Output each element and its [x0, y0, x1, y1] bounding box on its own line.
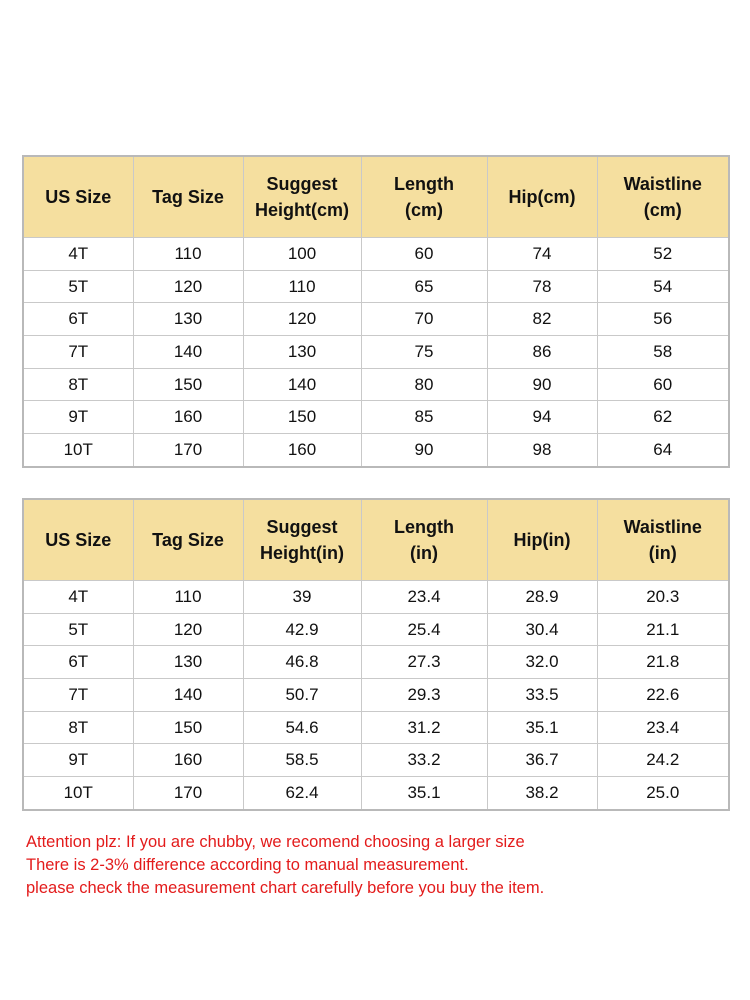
cell-tag-size: 170 — [133, 434, 243, 467]
header-tag-size: Tag Size — [133, 499, 243, 581]
note-line-check-chart: please check the measurement chart carefully before you buy the item. — [26, 879, 545, 897]
cell-us-size: 8T — [23, 368, 133, 401]
note-line-difference: There is 2-3% difference according to manual measurement. — [26, 856, 469, 874]
header-hip: Hip(in) — [487, 499, 597, 581]
cell-tag-size: 160 — [133, 401, 243, 434]
cell-tag-size: 130 — [133, 303, 243, 336]
size-chart-table-in — [22, 498, 730, 811]
cell-us-size: 5T — [23, 270, 133, 303]
header-waistline: Waistline (cm) — [597, 156, 729, 238]
cell-waistline: 24.2 — [597, 744, 729, 777]
cell-height: 50.7 — [243, 679, 361, 712]
cell-tag-size: 140 — [133, 679, 243, 712]
cell-waistline: 21.8 — [597, 646, 729, 679]
cell-length: 33.2 — [361, 744, 487, 777]
cell-us-size: 6T — [23, 303, 133, 336]
cell-waistline: 23.4 — [597, 711, 729, 744]
cell-waistline: 64 — [597, 434, 729, 467]
header-tag-size: Tag Size — [133, 156, 243, 238]
header-waistline: Waistline (in) — [597, 499, 729, 581]
cell-tag-size: 150 — [133, 368, 243, 401]
cell-height: 140 — [243, 368, 361, 401]
cell-length: 65 — [361, 270, 487, 303]
cell-hip: 36.7 — [487, 744, 597, 777]
table-row — [23, 368, 729, 401]
cell-tag-size: 140 — [133, 336, 243, 369]
cell-waistline: 25.0 — [597, 777, 729, 810]
table-row — [23, 711, 729, 744]
cell-height: 58.5 — [243, 744, 361, 777]
table-row — [23, 401, 729, 434]
cell-us-size: 8T — [23, 711, 133, 744]
cell-tag-size: 120 — [133, 270, 243, 303]
header-length: Length (cm) — [361, 156, 487, 238]
cell-hip: 33.5 — [487, 679, 597, 712]
cell-length: 35.1 — [361, 777, 487, 810]
cell-hip: 78 — [487, 270, 597, 303]
cell-height: 100 — [243, 238, 361, 271]
header-length: Length (in) — [361, 499, 487, 581]
cell-length: 31.2 — [361, 711, 487, 744]
cell-height: 42.9 — [243, 613, 361, 646]
cell-tag-size: 170 — [133, 777, 243, 810]
cell-length: 23.4 — [361, 581, 487, 614]
cell-us-size: 5T — [23, 613, 133, 646]
cell-hip: 98 — [487, 434, 597, 467]
cell-height: 120 — [243, 303, 361, 336]
cell-length: 60 — [361, 238, 487, 271]
cell-hip: 38.2 — [487, 777, 597, 810]
table-row — [23, 646, 729, 679]
cell-us-size: 6T — [23, 646, 133, 679]
cell-tag-size: 160 — [133, 744, 243, 777]
cell-waistline: 52 — [597, 238, 729, 271]
header-hip: Hip(cm) — [487, 156, 597, 238]
cell-hip: 90 — [487, 368, 597, 401]
cell-tag-size: 150 — [133, 711, 243, 744]
cell-hip: 74 — [487, 238, 597, 271]
cell-length: 75 — [361, 336, 487, 369]
cell-us-size: 9T — [23, 744, 133, 777]
table-row — [23, 581, 729, 614]
cell-us-size: 4T — [23, 581, 133, 614]
cell-height: 160 — [243, 434, 361, 467]
cell-length: 29.3 — [361, 679, 487, 712]
cell-hip: 30.4 — [487, 613, 597, 646]
cell-length: 80 — [361, 368, 487, 401]
cell-hip: 28.9 — [487, 581, 597, 614]
cell-hip: 82 — [487, 303, 597, 336]
header-suggest-height: Suggest Height(in) — [243, 499, 361, 581]
note-line-chubby: Attention plz: If you are chubby, we recomend choosing a larger size — [26, 833, 525, 851]
table-row — [23, 434, 729, 467]
cell-tag-size: 130 — [133, 646, 243, 679]
cell-us-size: 4T — [23, 238, 133, 271]
table-row — [23, 613, 729, 646]
cell-height: 62.4 — [243, 777, 361, 810]
cell-us-size: 10T — [23, 434, 133, 467]
header-us-size: US Size — [23, 156, 133, 238]
cell-length: 70 — [361, 303, 487, 336]
cell-length: 27.3 — [361, 646, 487, 679]
cell-hip: 86 — [487, 336, 597, 369]
cell-waistline: 21.1 — [597, 613, 729, 646]
cell-length: 90 — [361, 434, 487, 467]
cell-us-size: 10T — [23, 777, 133, 810]
table-header-row — [23, 499, 729, 581]
cell-length: 25.4 — [361, 613, 487, 646]
cell-height: 110 — [243, 270, 361, 303]
cell-us-size: 7T — [23, 336, 133, 369]
table-row — [23, 777, 729, 810]
cell-waistline: 62 — [597, 401, 729, 434]
cell-hip: 32.0 — [487, 646, 597, 679]
cell-hip: 94 — [487, 401, 597, 434]
cell-length: 85 — [361, 401, 487, 434]
cell-waistline: 56 — [597, 303, 729, 336]
cell-us-size: 9T — [23, 401, 133, 434]
cell-height: 39 — [243, 581, 361, 614]
cell-height: 130 — [243, 336, 361, 369]
cell-tag-size: 110 — [133, 581, 243, 614]
table-row — [23, 238, 729, 271]
cell-waistline: 54 — [597, 270, 729, 303]
cell-waistline: 60 — [597, 368, 729, 401]
cell-tag-size: 120 — [133, 613, 243, 646]
size-chart-table-cm — [22, 155, 730, 468]
header-us-size: US Size — [23, 499, 133, 581]
cell-height: 54.6 — [243, 711, 361, 744]
table-row — [23, 336, 729, 369]
cell-hip: 35.1 — [487, 711, 597, 744]
cell-us-size: 7T — [23, 679, 133, 712]
attention-notes — [26, 831, 726, 900]
table-row — [23, 303, 729, 336]
table-row — [23, 270, 729, 303]
cell-waistline: 22.6 — [597, 679, 729, 712]
cell-waistline: 58 — [597, 336, 729, 369]
table-row — [23, 744, 729, 777]
cell-tag-size: 110 — [133, 238, 243, 271]
table-row — [23, 679, 729, 712]
cell-waistline: 20.3 — [597, 581, 729, 614]
cell-height: 150 — [243, 401, 361, 434]
table-header-row — [23, 156, 729, 238]
header-suggest-height: Suggest Height(cm) — [243, 156, 361, 238]
cell-height: 46.8 — [243, 646, 361, 679]
